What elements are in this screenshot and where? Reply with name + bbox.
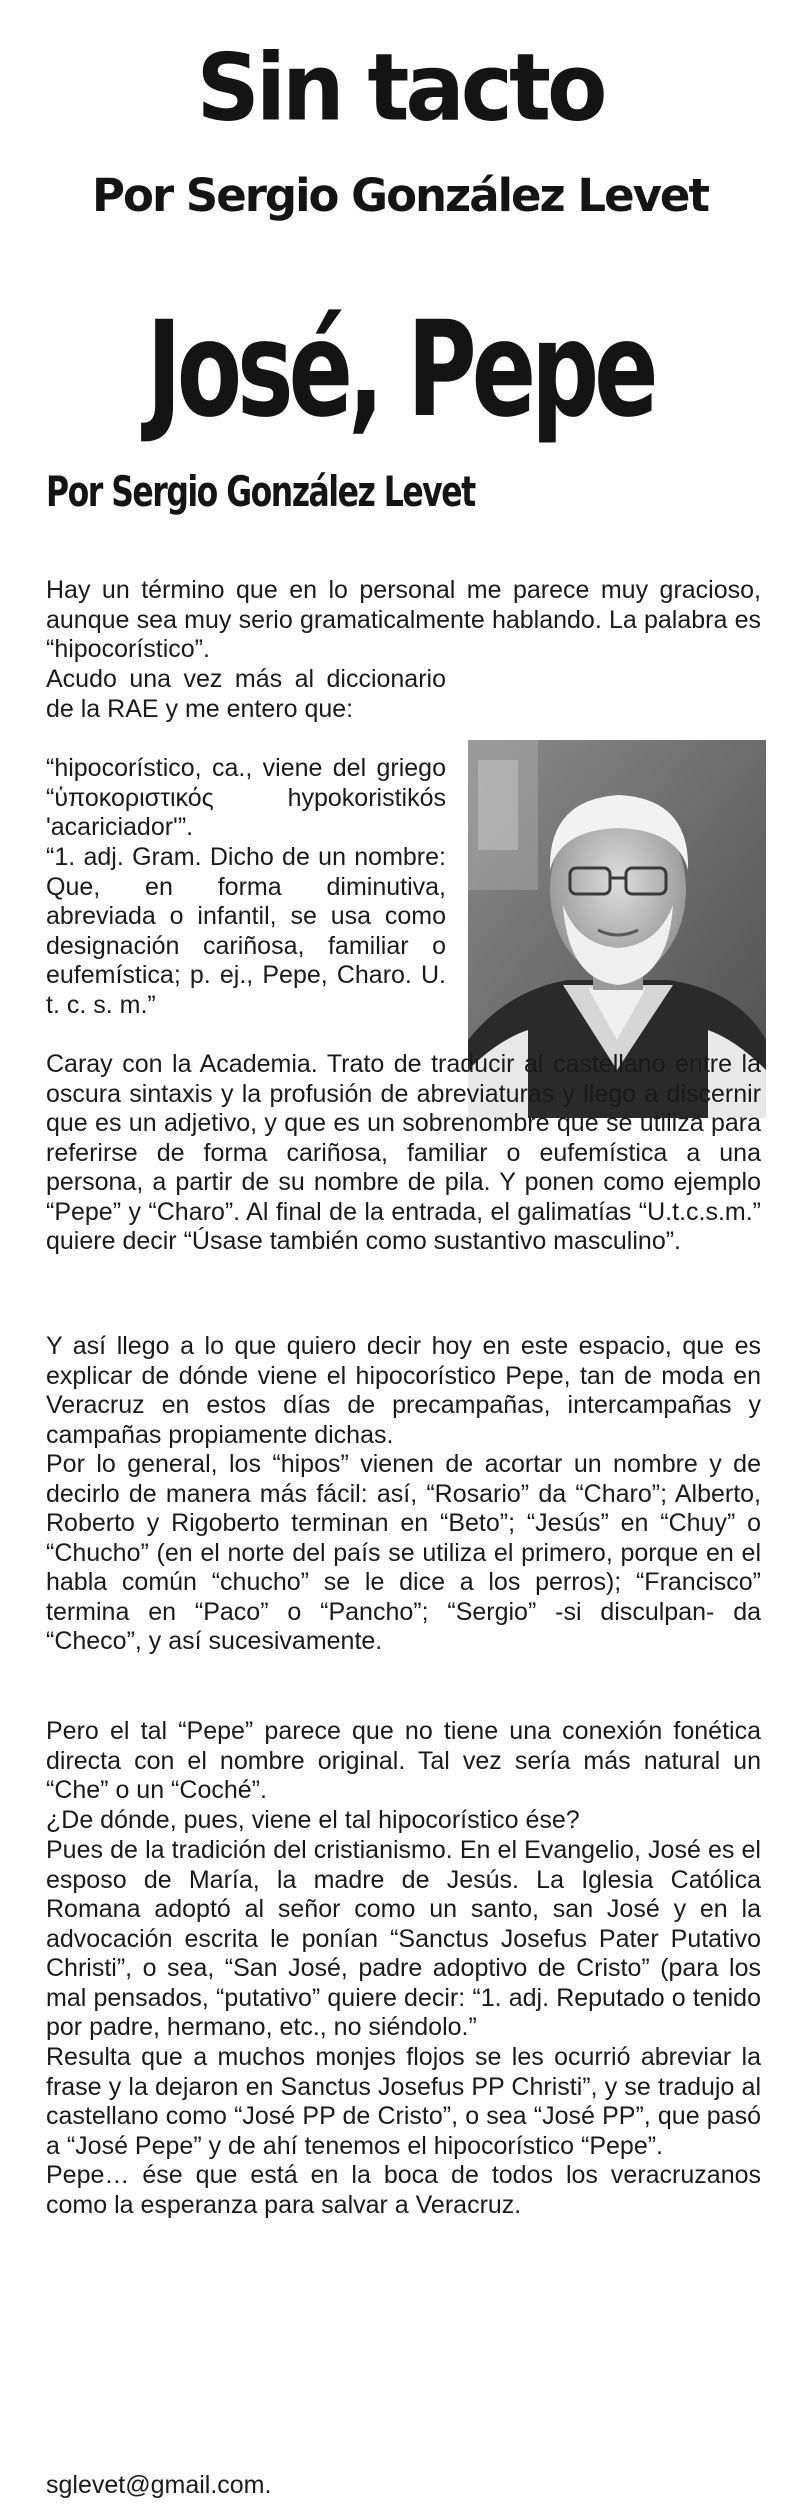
paragraph-1: Hay un término que en lo personal me parece muy gracioso, aunque sea muy serio gramaticalmente hablando. La palabra es “hipocorístico”. [46,576,761,663]
paragraph-12: Pepe… ése que está en la boca de todos los veracruzanos como la esperanza para salvar a Veracruz. [46,2161,761,2219]
paragraph-5 [46,1050,761,1257]
article-byline: Por Sergio González Levet [46,467,475,516]
paragraph-6: Y así llego a lo que quiero decir hoy en este espacio, que es explicar de dónde viene el hipocorístico Pepe, tan de moda en Veracruz en estos días de precampañas, intercampañas y campañas propiamente dichas. [46,1332,761,1449]
column-byline: Por Sergio González Levet [92,169,708,222]
paragraph-7: Por lo general, los “hipos” vienen de acortar un nombre y de decirlo de manera más fácil: así, “Rosario” da “Charo”; Alberto, Roberto y Rigoberto terminan en “Beto”; “Jesús” en “Chuy” o “Chucho” (en el norte del país se utiliza el primero, porque en el habla común “chucho” se le dice a los perros); “Francisco” termina en “Paco” o “Pancho”; “Sergio” -si disculpan- da “Checo”, y así sucesivamente. [46,1450,761,1655]
paragraph-9: ¿De dónde, pues, viene el tal hipocorístico ése? [46,1806,580,1834]
paragraph-8: Pero el tal “Pepe” parece que no tiene una conexión fonética directa con el nombre original. Tal vez sería más natural un “Che” o un “Coché”. [46,1717,761,1804]
paragraph-10: Pues de la tradición del cristianismo. En el Evangelio, José es el esposo de María, la madre de Jesús. La Iglesia Católica Romana adoptó al señor como un santo, san José y en la advocación escrita le ponían “Sanctus Josefus Pater Putativo Christi”, o sea, “San José, padre adoptivo de Cristo” (para los mal pensados, “putativo” quiere decir: “1. adj. Reputado o tenido por padre, hermano, etc., no siéndolo.” [46,1836,761,2041]
paragraph-4: “1. adj. Gram. Dicho de un nombre: Que, en forma diminutiva, abreviada o infantil, se usa como designación cariñosa, familiar o eufemística; p. ej., Pepe, Charo. U. t. c. s. m.” [46,843,446,1019]
author-email: sglevet@gmail.com. [46,2471,272,2499]
paragraph-3: “hipocorístico, ca., viene del griego “ὑποκοριστικός hypokoristikós 'acariciador'”. [46,754,446,841]
paragraph-2: Acudo una vez más al diccionario de la RAE y me entero que: [46,665,446,723]
paragraph-5-text: Caray con la Academia. Trato de traducir al castellano entre la oscura sintaxis y la profusión de abreviaturas y llego a discernir que es un adjetivo, y que es un sobrenombre que se utiliza para referirse de forma cariñosa, familiar o eufemística a una persona, a partir de su nombre de pila. Y ponen como ejemplo “Pepe” y “Charo”. Al final de la entrada, el galimatías “U.t.c.s.m.” quiere decir “Úsase también como sustantivo masculino”. [46,1050,761,1255]
paragraph-11: Resulta que a muchos monjes flojos se les ocurrió abreviar la frase y la dejaron en Sanctus Josefus PP Christi”, y se tradujo al castellano como “José PP de Cristo”, o sea “José PP”, que pasó a “José Pepe” y de ahí tenemos el hipocorístico “Pepe”. [46,2043,761,2160]
column-title: Sin tacto [196,33,604,142]
article-title: José, Pepe [146,293,654,447]
